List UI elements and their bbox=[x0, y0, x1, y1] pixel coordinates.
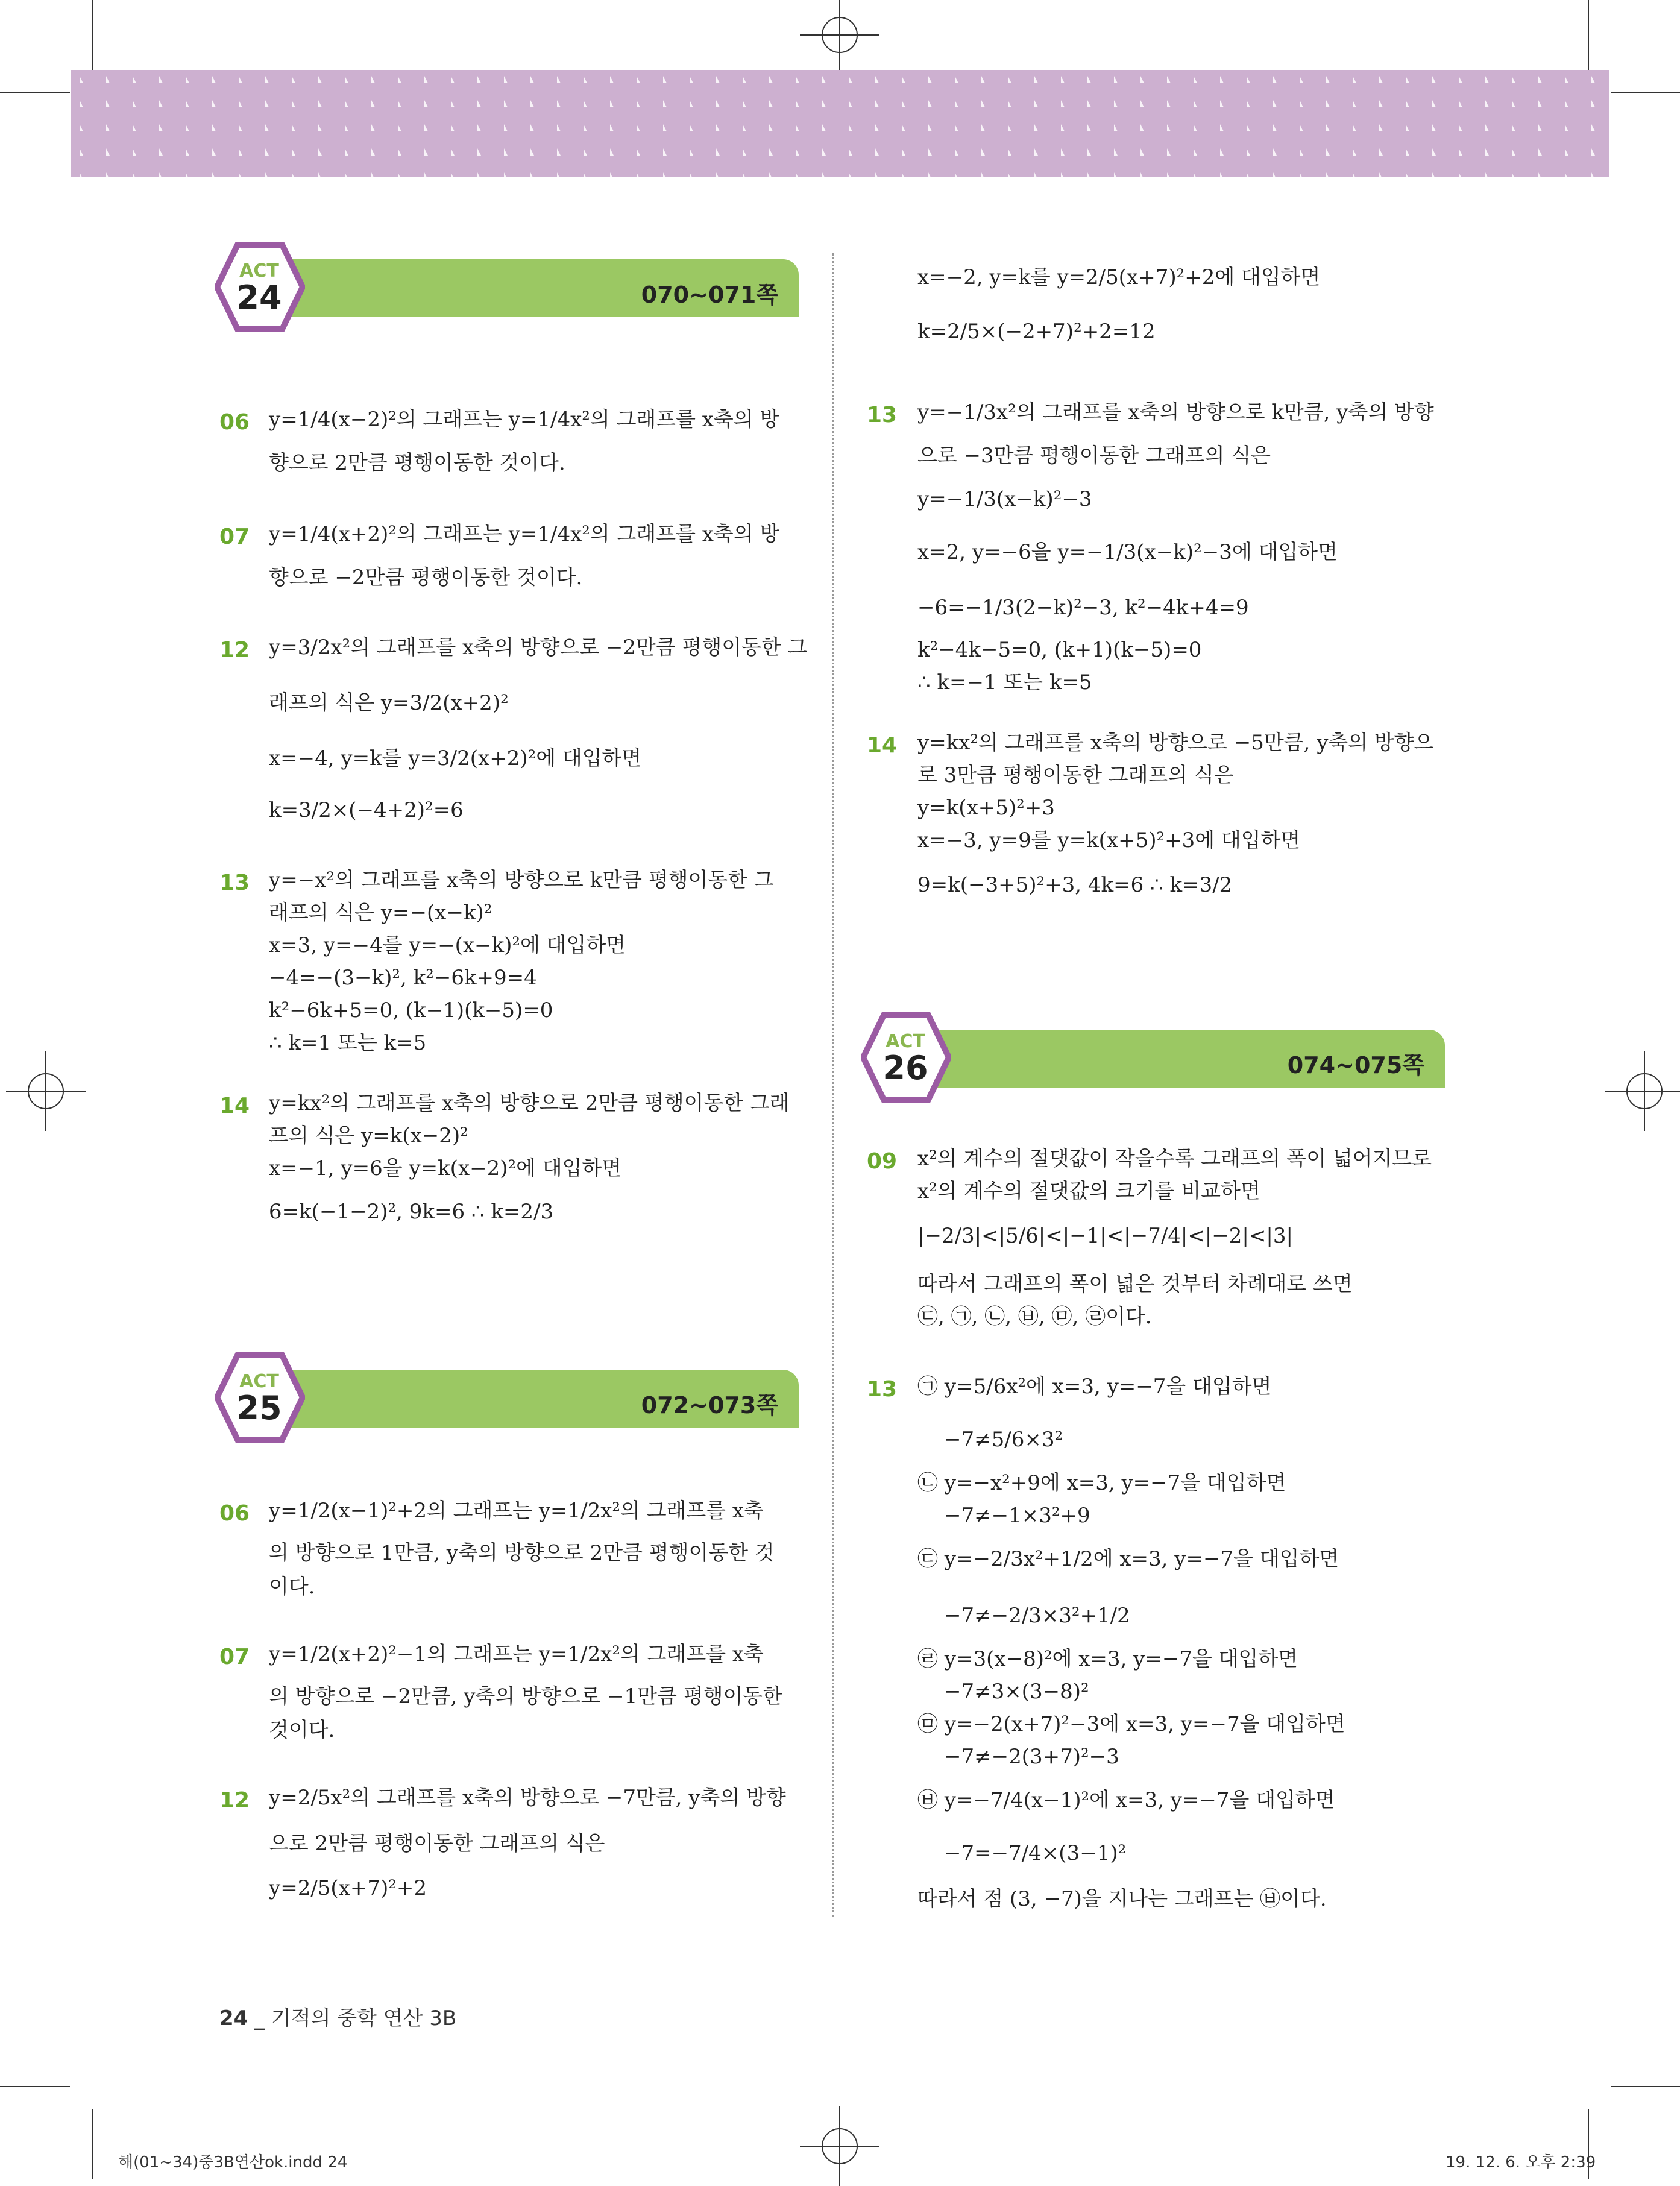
solution-line: 래프의 식은 y=−(x−k)² bbox=[269, 901, 492, 925]
solution-line: y=1/2(x+2)²−1의 그래프는 y=1/2x²의 그래프를 x축 bbox=[269, 1642, 764, 1666]
solution-line: 래프의 식은 y=3/2(x+2)² bbox=[269, 691, 509, 715]
solution-line: x=−4, y=k를 y=3/2(x+2)²에 대입하면 bbox=[269, 746, 642, 770]
crop-mark bbox=[1611, 2086, 1680, 2087]
problem-number: 07 bbox=[219, 1645, 250, 1669]
solution-line: 의 방향으로 −2만큼, y축의 방향으로 −1만큼 평행이동한 bbox=[269, 1684, 782, 1709]
solution-line: −7≠−2(3+7)²−3 bbox=[944, 1745, 1119, 1769]
crop-mark bbox=[92, 2109, 93, 2179]
solution-line: y=kx²의 그래프를 x축의 방향으로 −5만큼, y축의 방향으 bbox=[917, 731, 1434, 755]
act-label: ACT bbox=[886, 1031, 925, 1052]
solution-line: −7≠5/6×3² bbox=[944, 1428, 1063, 1452]
act-number: 25 bbox=[236, 1389, 282, 1427]
problem-number: 12 bbox=[219, 638, 250, 663]
file-slug: 해(01~34)중3B연산ok.indd 24 bbox=[118, 2153, 348, 2172]
registration-mark bbox=[28, 1073, 64, 1109]
problem-number: 13 bbox=[867, 403, 898, 427]
solution-line: ∴ k=1 또는 k=5 bbox=[269, 1031, 427, 1055]
solution-line: −4=−(3−k)², k²−6k+9=4 bbox=[269, 966, 537, 990]
act-pages: 072~073쪽 bbox=[641, 1392, 778, 1419]
book-title: 기적의 중학 연산 3B bbox=[271, 2006, 457, 2030]
act-pages: 074~075쪽 bbox=[1287, 1052, 1424, 1079]
solution-line: y=−x²의 그래프를 x축의 방향으로 k만큼 평행이동한 그 bbox=[269, 868, 774, 892]
registration-mark bbox=[1626, 1073, 1663, 1109]
act-pages: 070~071쪽 bbox=[641, 282, 778, 308]
solution-line: 의 방향으로 1만큼, y축의 방향으로 2만큼 평행이동한 것 bbox=[269, 1541, 775, 1565]
crop-mark bbox=[92, 0, 93, 70]
crop-mark bbox=[0, 92, 70, 93]
problem-number: 13 bbox=[219, 871, 250, 895]
solution-line: x=3, y=−4를 y=−(x−k)²에 대입하면 bbox=[269, 933, 626, 957]
solution-line: 따라서 점 (3, −7)을 지나는 그래프는 ㉥이다. bbox=[917, 1887, 1327, 1911]
solution-line: y=−1/3(x−k)²−3 bbox=[917, 487, 1092, 511]
solution-line: ㉤ y=−2(x+7)²−3에 x=3, y=−7을 대입하면 bbox=[917, 1712, 1345, 1736]
solution-line: x=2, y=−6을 y=−1/3(x−k)²−3에 대입하면 bbox=[917, 540, 1338, 564]
footer-separator: _ bbox=[254, 2006, 265, 2030]
act-bar bbox=[253, 1370, 799, 1428]
solution-line: ∴ k=−1 또는 k=5 bbox=[917, 670, 1092, 695]
solution-line: x²의 계수의 절댓값이 작을수록 그래프의 폭이 넓어지므로 bbox=[917, 1147, 1432, 1171]
solution-line: −7≠3×(3−8)² bbox=[944, 1680, 1089, 1704]
act-label: ACT bbox=[239, 1371, 279, 1392]
solution-line: −7=−7/4×(3−1)² bbox=[944, 1841, 1127, 1865]
date-slug: 19. 12. 6. 오후 2:39 bbox=[1446, 2153, 1596, 2172]
solution-line: y=1/4(x−2)²의 그래프는 y=1/4x²의 그래프를 x축의 방 bbox=[269, 408, 780, 432]
solution-line: k²−6k+5=0, (k−1)(k−5)=0 bbox=[269, 998, 553, 1022]
act-label: ACT bbox=[239, 260, 279, 282]
registration-mark bbox=[822, 17, 858, 53]
solution-line: 9=k(−3+5)²+3, 4k=6 ∴ k=3/2 bbox=[917, 873, 1233, 897]
crop-mark bbox=[1611, 92, 1680, 93]
act-number: 24 bbox=[236, 279, 282, 317]
solution-line: x=−1, y=6을 y=k(x−2)²에 대입하면 bbox=[269, 1156, 622, 1180]
problem-number: 14 bbox=[867, 733, 898, 758]
solution-line: 6=k(−1−2)², 9k=6 ∴ k=2/3 bbox=[269, 1200, 554, 1224]
solution-line: y=2/5(x+7)²+2 bbox=[269, 1876, 427, 1900]
solution-line: ㉣ y=3(x−8)²에 x=3, y=−7을 대입하면 bbox=[917, 1647, 1298, 1671]
act-26-header bbox=[863, 1030, 1445, 1090]
solution-line: k=3/2×(−4+2)²=6 bbox=[269, 798, 464, 822]
solution-line: 으로 −3만큼 평행이동한 그래프의 식은 bbox=[917, 444, 1271, 468]
act-24-header bbox=[217, 259, 799, 320]
band-pattern bbox=[71, 70, 1609, 177]
solution-line: x=−3, y=9를 y=k(x+5)²+3에 대입하면 bbox=[917, 828, 1301, 852]
act-bar bbox=[253, 259, 799, 317]
solution-line: 프의 식은 y=k(x−2)² bbox=[269, 1124, 468, 1148]
solution-line: y=k(x+5)²+3 bbox=[917, 796, 1055, 820]
act-number: 26 bbox=[882, 1049, 928, 1087]
act-25-header bbox=[217, 1370, 799, 1430]
solution-line: 따라서 그래프의 폭이 넓은 것부터 차례대로 쓰면 bbox=[917, 1272, 1353, 1296]
header-band bbox=[71, 70, 1609, 177]
problem-number: 06 bbox=[219, 410, 250, 435]
solution-line: 향으로 −2만큼 평행이동한 것이다. bbox=[269, 565, 583, 590]
problem-number: 09 bbox=[867, 1149, 898, 1174]
solution-line: y=1/4(x+2)²의 그래프는 y=1/4x²의 그래프를 x축의 방 bbox=[269, 522, 780, 546]
crop-mark bbox=[1588, 0, 1589, 70]
solution-line: −7≠−1×3²+9 bbox=[944, 1504, 1090, 1528]
solution-line: ㉢, ㉠, ㉡, ㉥, ㉤, ㉣이다. bbox=[917, 1305, 1152, 1329]
solution-line: ㉡ y=−x²+9에 x=3, y=−7을 대입하면 bbox=[917, 1471, 1286, 1495]
solution-line: y=2/5x²의 그래프를 x축의 방향으로 −7만큼, y축의 방향 bbox=[269, 1786, 786, 1810]
page-number: 24 bbox=[219, 2006, 248, 2030]
solution-line: |−2/3|<|5/6|<|−1|<|−7/4|<|−2|<|3| bbox=[917, 1224, 1293, 1248]
solution-line: x²의 계수의 절댓값의 크기를 비교하면 bbox=[917, 1179, 1260, 1203]
problem-number: 12 bbox=[219, 1788, 250, 1813]
solution-line: −7≠−2/3×3²+1/2 bbox=[944, 1604, 1130, 1628]
solution-line: ㉠ y=5/6x²에 x=3, y=−7을 대입하면 bbox=[917, 1375, 1272, 1399]
solution-line: y=kx²의 그래프를 x축의 방향으로 2만큼 평행이동한 그래 bbox=[269, 1091, 790, 1115]
solution-line: ㉢ y=−2/3x²+1/2에 x=3, y=−7을 대입하면 bbox=[917, 1547, 1339, 1571]
column-divider bbox=[832, 253, 834, 1917]
solution-line: 으로 2만큼 평행이동한 그래프의 식은 bbox=[269, 1832, 605, 1856]
act-bar bbox=[899, 1030, 1445, 1088]
crop-mark bbox=[0, 2086, 70, 2087]
solution-line: ㉥ y=−7/4(x−1)²에 x=3, y=−7을 대입하면 bbox=[917, 1788, 1335, 1812]
solution-line: y=1/2(x−1)²+2의 그래프는 y=1/2x²의 그래프를 x축 bbox=[269, 1499, 764, 1523]
solution-line: y=−1/3x²의 그래프를 x축의 방향으로 k만큼, y축의 방향 bbox=[917, 400, 1434, 424]
solution-line: k=2/5×(−2+7)²+2=12 bbox=[917, 320, 1156, 344]
problem-number: 06 bbox=[219, 1501, 250, 1526]
solution-line: y=3/2x²의 그래프를 x축의 방향으로 −2만큼 평행이동한 그 bbox=[269, 635, 808, 660]
solution-line: 것이다. bbox=[269, 1718, 335, 1742]
registration-mark bbox=[822, 2128, 858, 2164]
solution-line: k²−4k−5=0, (k+1)(k−5)=0 bbox=[917, 638, 1202, 662]
solution-line: 로 3만큼 평행이동한 그래프의 식은 bbox=[917, 763, 1234, 787]
solution-line: −6=−1/3(2−k)²−3, k²−4k+4=9 bbox=[917, 596, 1249, 620]
solution-line: 이다. bbox=[269, 1575, 315, 1599]
solution-line: x=−2, y=k를 y=2/5(x+7)²+2에 대입하면 bbox=[917, 265, 1321, 289]
problem-number: 14 bbox=[219, 1094, 250, 1118]
problem-number: 13 bbox=[867, 1377, 898, 1402]
solution-line: 향으로 2만큼 평행이동한 것이다. bbox=[269, 451, 565, 475]
page-footer bbox=[219, 2002, 456, 2031]
problem-number: 07 bbox=[219, 524, 250, 549]
